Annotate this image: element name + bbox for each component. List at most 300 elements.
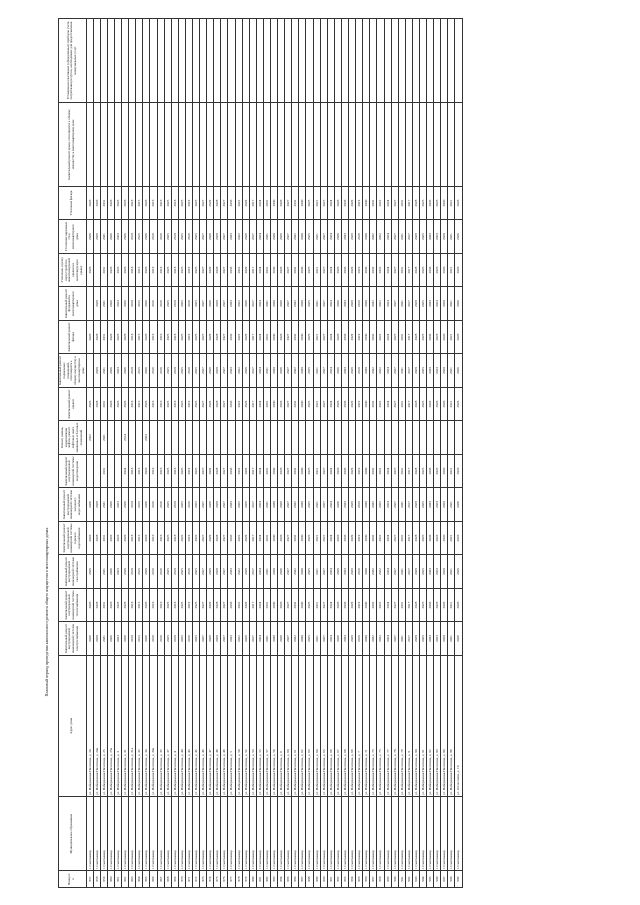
table-cell: 2027 xyxy=(320,521,327,555)
table-cell: 2026 xyxy=(455,186,462,220)
table-banner: Плановый период проведения капитального ремонта общего имущества в многоквартирных домах xyxy=(44,527,49,697)
table-cell xyxy=(228,103,235,187)
table-cell: 2026 xyxy=(455,454,462,488)
rotated-table-sheet xyxy=(44,18,623,888)
table-cell: 2023 xyxy=(434,186,441,220)
table-cell: 2028 xyxy=(93,622,100,656)
table-cell xyxy=(313,19,320,103)
table-cell xyxy=(171,103,178,187)
table-cell: 2020 xyxy=(441,588,448,622)
table-cell: 2028 xyxy=(214,354,221,388)
table-cell: 906 xyxy=(434,871,441,888)
table-cell: г. Сыктывкар xyxy=(143,797,150,871)
table-cell: г. Сыктывкар xyxy=(313,797,320,871)
table-cell: 2024 xyxy=(327,354,334,388)
table-cell: 2021 xyxy=(448,488,455,522)
table-cell: 2027 xyxy=(285,287,292,321)
table-cell: ул. Набережная Пахотина, д. 64 xyxy=(313,655,320,796)
table-cell: 2030 xyxy=(299,186,306,220)
table-cell: 2032 xyxy=(292,521,299,555)
table-cell: 2018 xyxy=(129,622,136,656)
table-cell: 2032 xyxy=(370,287,377,321)
table-cell: 2027 xyxy=(391,387,398,421)
table-cell xyxy=(391,19,398,103)
table-cell: 2029 xyxy=(207,186,214,220)
table-cell: 2018 xyxy=(171,454,178,488)
table-cell: 2019 xyxy=(185,521,192,555)
table-row xyxy=(200,19,207,888)
table-cell: 2033 xyxy=(427,454,434,488)
table-cell: 2016 xyxy=(157,555,164,589)
table-cell: 2028 xyxy=(412,454,419,488)
table-cell: 2027 xyxy=(391,454,398,488)
table-cell xyxy=(228,19,235,103)
table-cell: 2027 xyxy=(285,354,292,388)
table-cell: 2029 xyxy=(242,287,249,321)
table-cell: 2020 xyxy=(441,253,448,287)
repair-schedule-table xyxy=(58,18,463,888)
table-cell: 2016 xyxy=(150,622,157,656)
table-cell: 2026 xyxy=(278,521,285,555)
table-cell xyxy=(93,454,100,488)
table-cell: 2019 xyxy=(356,287,363,321)
table-cell xyxy=(242,19,249,103)
table-cell: 2025 xyxy=(178,387,185,421)
table-cell xyxy=(292,19,299,103)
table-cell: 2031 xyxy=(263,588,270,622)
table-cell xyxy=(455,103,462,187)
table-cell: 2026 xyxy=(334,354,341,388)
table-cell: 2019 xyxy=(185,387,192,421)
table-row xyxy=(455,19,462,888)
table-cell: 2025 xyxy=(178,220,185,254)
table-cell: 2027 xyxy=(221,622,228,656)
table-cell xyxy=(285,421,292,455)
table-cell: 2026 xyxy=(334,622,341,656)
table-cell: г. Сыктывкар xyxy=(434,797,441,871)
table-cell: ул. Набережная Пахотина, д. 43 xyxy=(185,655,192,796)
table-cell: 2030 xyxy=(271,220,278,254)
table-cell: 865 xyxy=(143,871,150,888)
table-cell: 2033 xyxy=(427,354,434,388)
table-cell: 2031 xyxy=(100,421,107,455)
table-cell xyxy=(164,421,171,455)
table-row xyxy=(107,19,114,888)
table-cell: г. Сыктывкар xyxy=(278,797,285,871)
table-cell: 2024 xyxy=(256,622,263,656)
table-cell: 2026 xyxy=(143,220,150,254)
table-cell xyxy=(200,19,207,103)
table-cell: 2019 xyxy=(356,253,363,287)
table-cell: г. Сыктывкар xyxy=(86,797,93,871)
table-row xyxy=(356,19,363,888)
table-cell: 2026 xyxy=(143,320,150,354)
table-cell: 2027 xyxy=(320,287,327,321)
table-cell: 2029 xyxy=(207,622,214,656)
table-cell: 2026 xyxy=(278,622,285,656)
table-cell: 875 xyxy=(214,871,221,888)
column-header: Адрес дома xyxy=(59,655,87,796)
table-cell: 2026 xyxy=(86,220,93,254)
table-cell: 2022 xyxy=(377,354,384,388)
table-cell xyxy=(363,19,370,103)
table-cell: 2018 xyxy=(171,387,178,421)
table-cell: 2026 xyxy=(122,555,129,589)
table-cell: 2030 xyxy=(271,287,278,321)
table-cell: 2025 xyxy=(178,588,185,622)
table-cell: 2026 xyxy=(278,186,285,220)
table-cell: 899 xyxy=(384,871,391,888)
table-cell: 2017 xyxy=(249,287,256,321)
table-cell: 2019 xyxy=(185,320,192,354)
table-cell: ул. Набережная Пахотина, д. 80 xyxy=(412,655,419,796)
table-cell xyxy=(412,103,419,187)
table-cell xyxy=(86,103,93,187)
table-cell: 2032 xyxy=(370,488,377,522)
table-cell xyxy=(185,421,192,455)
table-cell: 2020 xyxy=(441,454,448,488)
table-cell: 2032 xyxy=(292,622,299,656)
table-row xyxy=(285,19,292,888)
table-cell: 2019 xyxy=(185,354,192,388)
table-cell: 2024 xyxy=(384,287,391,321)
table-cell: г. Сыктывкар xyxy=(334,797,341,871)
table-cell: г. Сыктывкар xyxy=(363,797,370,871)
table-cell: ул. Набережная Пахотина, д. 49 xyxy=(221,655,228,796)
table-cell: 2027 xyxy=(200,186,207,220)
table-cell: г. Сыктывкар xyxy=(299,797,306,871)
table-cell xyxy=(278,421,285,455)
table-cell: 2033 xyxy=(427,253,434,287)
table-cell: 2027 xyxy=(285,253,292,287)
table-cell xyxy=(86,19,93,103)
table-cell: 2023 xyxy=(114,555,121,589)
table-cell: 2029 xyxy=(242,555,249,589)
table-cell: 2033 xyxy=(341,220,348,254)
table-row xyxy=(434,19,441,888)
table-cell: г. Сыктывкар xyxy=(448,797,455,871)
table-cell: 2015 xyxy=(136,588,143,622)
table-cell: 2032 xyxy=(292,287,299,321)
table-cell xyxy=(136,103,143,187)
table-cell: ул. Набережная Пахотина, д. 84 xyxy=(441,655,448,796)
table-cell: 2027 xyxy=(200,387,207,421)
table-cell: г. Сыктывкар xyxy=(114,797,121,871)
table-cell: 2022 xyxy=(377,387,384,421)
table-cell: 2029 xyxy=(349,622,356,656)
table-cell: 2024 xyxy=(256,320,263,354)
table-cell: 2018 xyxy=(129,488,136,522)
table-cell: 2026 xyxy=(455,387,462,421)
table-cell: 2023 xyxy=(434,622,441,656)
table-cell: 2027 xyxy=(320,320,327,354)
table-cell: 2025 xyxy=(164,488,171,522)
table-cell: 2028 xyxy=(214,320,221,354)
table-cell xyxy=(419,103,426,187)
table-cell: 2024 xyxy=(384,488,391,522)
table-cell: ул. Набережная Пахотина, д. 68 xyxy=(341,655,348,796)
table-cell: 2031 xyxy=(100,387,107,421)
table-cell: 2030 xyxy=(363,354,370,388)
table-row xyxy=(178,19,185,888)
table-cell: 2026 xyxy=(143,186,150,220)
table-cell xyxy=(349,103,356,187)
table-cell: 2031 xyxy=(100,588,107,622)
table-cell: 2032 xyxy=(370,320,377,354)
table-cell: 2024 xyxy=(327,588,334,622)
table-cell: 2027 xyxy=(221,320,228,354)
table-cell: 2021 xyxy=(313,220,320,254)
table-cell: г. Сыктывкар xyxy=(419,797,426,871)
table-cell: 2020 xyxy=(441,287,448,321)
table-cell: 898 xyxy=(377,871,384,888)
table-cell: 2030 xyxy=(299,588,306,622)
table-cell xyxy=(249,19,256,103)
table-cell: 2024 xyxy=(256,387,263,421)
table-cell: 2031 xyxy=(263,320,270,354)
table-cell: 2026 xyxy=(86,521,93,555)
table-cell: 2020 xyxy=(441,622,448,656)
table-cell: 2015 xyxy=(136,253,143,287)
table-cell: 2033 xyxy=(427,220,434,254)
table-cell: 2027 xyxy=(200,454,207,488)
column-header: Капитальный ремонт крыши xyxy=(59,387,87,421)
table-cell: 2027 xyxy=(391,622,398,656)
table-cell: 2026 xyxy=(122,354,129,388)
table-cell: 2030 xyxy=(299,521,306,555)
table-cell: г. Сыктывкар xyxy=(249,797,256,871)
table-cell: 2026 xyxy=(107,588,114,622)
table-cell: 2025 xyxy=(306,622,313,656)
table-cell: 2019 xyxy=(356,454,363,488)
table-cell xyxy=(427,421,434,455)
table-cell: 2016 xyxy=(150,488,157,522)
table-cell: 2026 xyxy=(143,555,150,589)
table-cell: 2016 xyxy=(150,521,157,555)
table-cell xyxy=(107,421,114,455)
table-cell: 2016 xyxy=(157,622,164,656)
table-cell: 2023 xyxy=(114,488,121,522)
table-cell: 2026 xyxy=(143,488,150,522)
table-cell xyxy=(249,421,256,455)
table-cell: 908 xyxy=(448,871,455,888)
table-cell xyxy=(200,421,207,455)
table-cell: 2024 xyxy=(384,253,391,287)
table-cell: 2027 xyxy=(320,354,327,388)
table-cell: 2028 xyxy=(93,354,100,388)
table-cell: 2028 xyxy=(412,387,419,421)
table-cell: 2033 xyxy=(228,387,235,421)
table-cell: ул. Набережная Пахотина, д. 58 xyxy=(271,655,278,796)
table-cell: г. Сыктывкар xyxy=(285,797,292,871)
table-cell: 867 xyxy=(157,871,164,888)
table-cell xyxy=(192,103,199,187)
table-cell: 2028 xyxy=(214,521,221,555)
table-cell: 2033 xyxy=(427,555,434,589)
table-cell: 2026 xyxy=(143,387,150,421)
table-cell: 2030 xyxy=(271,454,278,488)
table-cell xyxy=(327,19,334,103)
table-cell: 2018 xyxy=(129,588,136,622)
table-cell: 2019 xyxy=(185,588,192,622)
table-cell: 2019 xyxy=(356,387,363,421)
table-row xyxy=(93,19,100,888)
table-cell: 2017 xyxy=(405,555,412,589)
table-cell: 2028 xyxy=(93,588,100,622)
table-cell: 2021 xyxy=(313,387,320,421)
table-cell: 2025 xyxy=(419,454,426,488)
table-cell: ул. Набережная Пахотина, д. 35 xyxy=(157,655,164,796)
table-cell xyxy=(370,421,377,455)
table-cell xyxy=(405,19,412,103)
table-cell: 2025 xyxy=(419,320,426,354)
table-cell xyxy=(200,103,207,187)
table-cell: 2025 xyxy=(419,588,426,622)
table-cell: 2029 xyxy=(349,588,356,622)
table-cell: 887 xyxy=(299,871,306,888)
table-cell xyxy=(271,19,278,103)
table-cell xyxy=(107,103,114,187)
table-cell xyxy=(114,19,121,103)
table-row xyxy=(271,19,278,888)
table-cell: 2023 xyxy=(434,320,441,354)
table-cell: 2029 xyxy=(207,253,214,287)
table-cell xyxy=(405,103,412,187)
table-cell: 2030 xyxy=(363,320,370,354)
table-cell: 2016 xyxy=(150,387,157,421)
column-header: Капитальный ремонт внутридомовой инженерной системы холодного водоснабжения xyxy=(59,488,87,522)
table-cell: 2027 xyxy=(285,454,292,488)
table-cell: 2031 xyxy=(398,320,405,354)
table-cell: ул. Набережная Пахотина, д. 81 xyxy=(419,655,426,796)
table-cell: ул. Набережная Пахотина, д. 66 xyxy=(327,655,334,796)
table-cell: ул. Набережная Пахотина, д. 62 xyxy=(299,655,306,796)
table-cell: г. Сыктывкар xyxy=(129,797,136,871)
table-cell: 2031 xyxy=(398,186,405,220)
table-cell: 2031 xyxy=(398,588,405,622)
table-cell: 2019 xyxy=(185,220,192,254)
table-cell: 2027 xyxy=(320,555,327,589)
table-cell: 2030 xyxy=(363,220,370,254)
table-cell xyxy=(271,103,278,187)
table-cell: г. Сыктывкар xyxy=(405,797,412,871)
table-cell: 2024 xyxy=(384,622,391,656)
table-cell: 2026 xyxy=(278,588,285,622)
table-cell: 2027 xyxy=(285,622,292,656)
table-cell: 2022 xyxy=(235,253,242,287)
table-cell: 2028 xyxy=(214,287,221,321)
table-cell: ул. Набережная Пахотина, д. 53 xyxy=(249,655,256,796)
table-cell: 2033 xyxy=(341,287,348,321)
table-cell: 2027 xyxy=(320,186,327,220)
table-cell: 2033 xyxy=(228,320,235,354)
table-cell: 2025 xyxy=(178,622,185,656)
table-cell: ул. Набережная Пахотина, д. 48 xyxy=(214,655,221,796)
table-cell: 2027 xyxy=(200,588,207,622)
table-cell: 2027 xyxy=(221,354,228,388)
table-cell: г. Сыктывкар xyxy=(306,797,313,871)
table-cell: 2025 xyxy=(419,220,426,254)
table-cell xyxy=(434,421,441,455)
table-cell: 2033 xyxy=(341,253,348,287)
table-cell: 2031 xyxy=(263,387,270,421)
table-cell: ул. Набережная Пахотина, д. 47 xyxy=(207,655,214,796)
table-cell: 2029 xyxy=(242,253,249,287)
table-cell: 895 xyxy=(356,871,363,888)
table-cell: 904 xyxy=(419,871,426,888)
table-cell: 869 xyxy=(171,871,178,888)
table-cell xyxy=(299,103,306,187)
table-cell xyxy=(214,421,221,455)
table-cell: 2018 xyxy=(129,287,136,321)
table-cell xyxy=(185,103,192,187)
table-cell: 2028 xyxy=(214,186,221,220)
table-cell: 891 xyxy=(327,871,334,888)
table-cell: 2026 xyxy=(122,387,129,421)
table-row xyxy=(349,19,356,888)
table-row xyxy=(228,19,235,888)
table-cell: 2031 xyxy=(263,521,270,555)
table-cell: г. Сыктывкар xyxy=(427,797,434,871)
table-cell: 2027 xyxy=(200,220,207,254)
table-cell: 2021 xyxy=(313,521,320,555)
table-cell: 2021 xyxy=(448,320,455,354)
table-cell: 2028 xyxy=(93,488,100,522)
table-cell: 879 xyxy=(242,871,249,888)
table-cell xyxy=(448,103,455,187)
table-cell: 871 xyxy=(185,871,192,888)
table-cell: 2018 xyxy=(171,186,178,220)
table-cell: г. Сыктывкар xyxy=(100,797,107,871)
table-cell xyxy=(341,19,348,103)
table-cell: 2029 xyxy=(242,320,249,354)
table-cell: 2019 xyxy=(356,220,363,254)
table-cell: 2017 xyxy=(249,588,256,622)
table-cell: г. Сыктывкар xyxy=(271,797,278,871)
table-cell: 2021 xyxy=(448,454,455,488)
table-cell: 2026 xyxy=(86,186,93,220)
table-cell: 2029 xyxy=(207,521,214,555)
table-cell xyxy=(129,19,136,103)
table-cell: 2033 xyxy=(341,387,348,421)
table-cell: 2027 xyxy=(221,521,228,555)
table-cell: 2021 xyxy=(448,220,455,254)
table-cell: 2025 xyxy=(192,588,199,622)
table-cell: ул. Набережная Пахотина, д. 78 xyxy=(391,655,398,796)
table-row xyxy=(320,19,327,888)
table-cell: ул. Набережная Пахотина, д. 4 xyxy=(171,655,178,796)
table-cell: 2027 xyxy=(320,488,327,522)
table-cell: 2018 xyxy=(171,287,178,321)
table-cell: 2020 xyxy=(441,354,448,388)
table-cell: 2023 xyxy=(434,220,441,254)
table-cell: 2031 xyxy=(100,186,107,220)
table-cell: ул. Набережная Пахотина, д. 57 xyxy=(263,655,270,796)
table-cell: г. Сыктывкар xyxy=(150,797,157,871)
table-cell: г. Сыктывкар xyxy=(349,797,356,871)
table-cell: 2017 xyxy=(249,320,256,354)
table-cell: 2029 xyxy=(207,454,214,488)
table-cell xyxy=(221,103,228,187)
table-cell: г. Сыктывкар xyxy=(377,797,384,871)
table-cell: 2025 xyxy=(178,287,185,321)
table-cell: 2033 xyxy=(341,454,348,488)
table-cell: 2018 xyxy=(129,186,136,220)
table-cell xyxy=(93,253,100,287)
table-row xyxy=(129,19,136,888)
table-cell: 2026 xyxy=(278,320,285,354)
table-cell: г. Сыктывкар xyxy=(398,797,405,871)
